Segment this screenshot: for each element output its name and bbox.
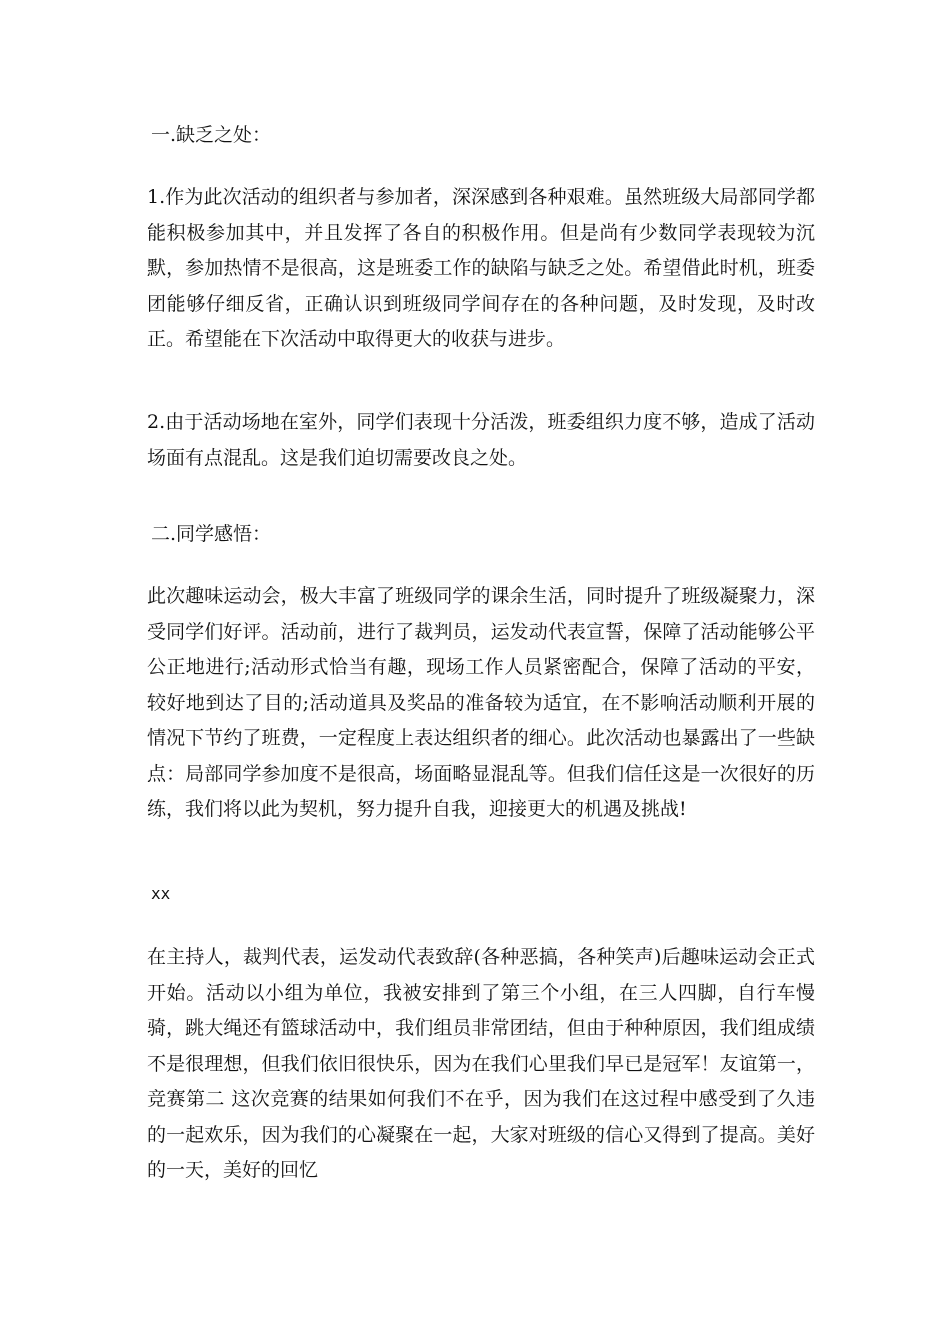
- paragraph-organizer-reflection: 1.作为此次活动的组织者与参加者，深深感到各种艰难。虽然班级大局部同学都能积极参加其中，并且发挥了各自的积极作用。但是尚有少数同学表现较为沉默，参加热情不是很高，这是班委工作的缺陷与缺乏之处。希望借此时机，班委团能够仔细反省，正确认识到班级同学间存在的各种问题，及时发现，及时改正。希望能在下次活动中取得更大的收获与进步。: [147, 186, 815, 350]
- paragraph-event-experience: 在主持人，裁判代表，运发动代表致辞(各种恶搞，各种笑声)后趣味运动会正式开始。活动以小组为单位，我被安排到了第三个小组，在三人四脚，自行车慢骑，跳大绳还有篮球活动中，我们组员非常团结，但由于种种原因，我们组成绩不是很理想，但我们依旧很快乐，因为在我们心里我们早已是冠军！友谊第一，竞赛第二 这次竞赛的结果如何我们不在乎，因为我们在这过程中感受到了久违的一起欢乐，因为我们的心凝聚在一起，大家对班级的信心又得到了提高。美好的一天，美好的回忆: [147, 946, 815, 1181]
- paragraph-sports-meet-summary: 此次趣味运动会，极大丰富了班级同学的课余生活，同时提升了班级凝聚力，深受同学们好评。活动前，进行了裁判员，运发动代表宣誓，保障了活动能够公平公正地进行;活动形式恰当有趣，现场工作人员紧密配合，保障了活动的平安，较好地到达了目的;活动道具及奖品的准备较为适宜，在不影响活动顺利开展的情况下节约了班费，一定程度上表达组织者的细心。此次活动也暴露出了一些缺点：局部同学参加度不是很高，场面略显混乱等。但我们信任这是一次很好的历练，我们将以此为契机，努力提升自我，迎接更大的机遇及挑战!: [147, 585, 815, 820]
- paragraph-venue-issue: 2.由于活动场地在室外，同学们表现十分活泼，班委组织力度不够，造成了活动场面有点混乱。这是我们迫切需要改良之处。: [147, 411, 815, 469]
- section-heading-student-feedback: 二.同学感悟：: [151, 523, 272, 545]
- section-heading-shortcomings: 一.缺乏之处：: [151, 124, 272, 146]
- section-heading-placeholder: xx: [151, 884, 171, 903]
